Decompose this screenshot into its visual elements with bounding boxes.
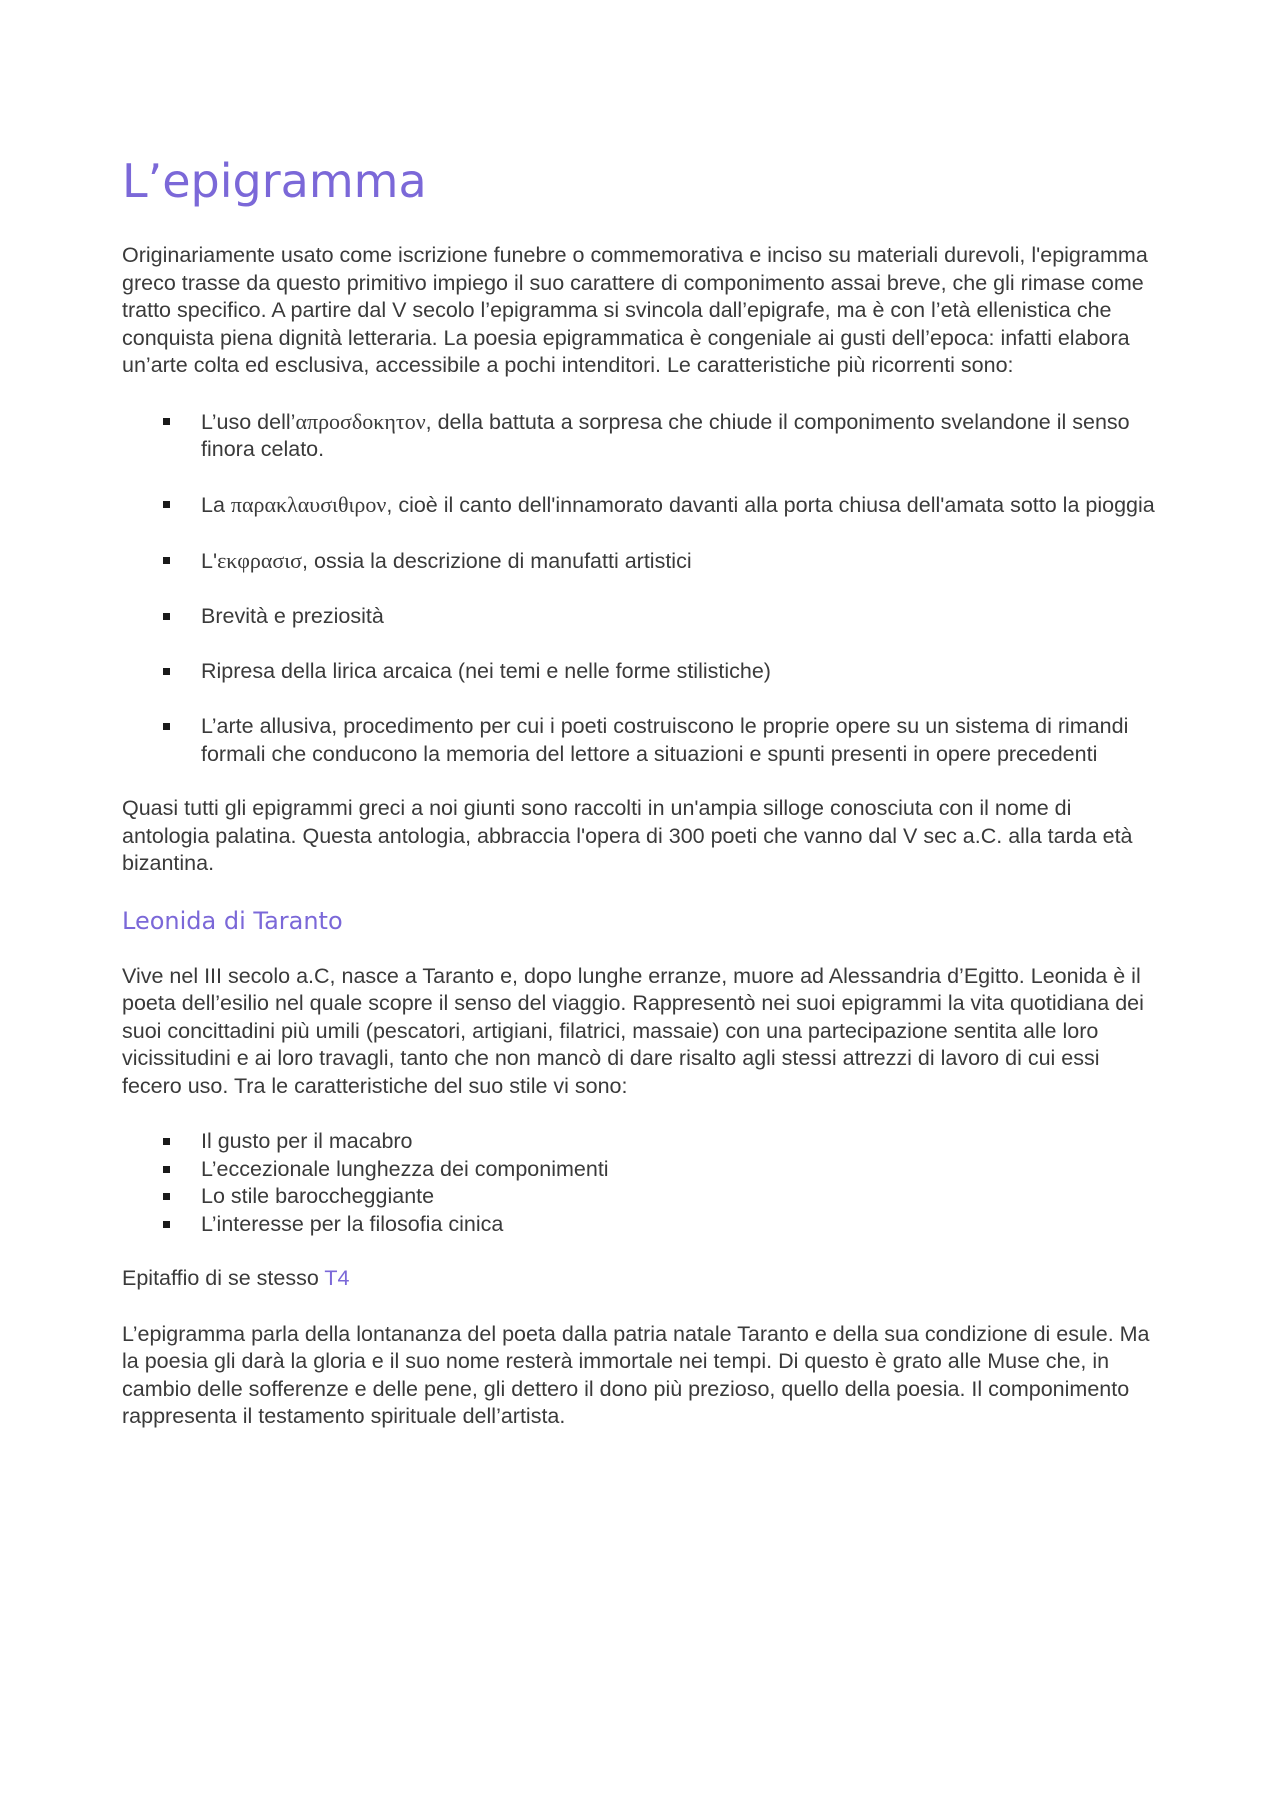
bullet-icon xyxy=(163,723,170,730)
list-item: Ripresa della lirica arcaica (nei temi e nelle forme stilistiche) xyxy=(122,658,1164,686)
bullet-icon xyxy=(163,418,170,425)
bullet-icon xyxy=(163,1166,170,1173)
document-page xyxy=(122,150,1164,1459)
list-item: L’interesse per la filosofia cinica xyxy=(122,1211,1164,1239)
bullet-icon xyxy=(163,501,170,508)
list-item: La παρακλαυσιθιρον, cioè il canto dell'innamorato davanti alla porta chiusa dell'amata sotto la pioggia xyxy=(122,491,1164,520)
features-list xyxy=(122,408,1164,769)
list-item: L’uso dell’απροσδοκητον, della battuta a sorpresa che chiude il componimento svelandone il senso finora celato. xyxy=(122,408,1164,464)
bullet-icon xyxy=(163,1221,170,1228)
epitaph-tag: T4 xyxy=(324,1266,350,1290)
section-heading: Leonida di Taranto xyxy=(122,906,343,935)
list-item: Lo stile baroccheggiante xyxy=(122,1183,1164,1211)
list-item: L’eccezionale lunghezza dei componimenti xyxy=(122,1156,1164,1184)
leonida-paragraph: Vive nel III secolo a.C, nasce a Taranto e, dopo lunghe erranze, muore ad Alessandria d’Egitto. Leonida è il poeta dell’esilio nel quale scopre il senso del viaggio. Rappresentò nei suoi epigrammi la vita quotidiana dei suoi concittadini più umili (pescatori, artigiani, filatrici, massaie) con una partecipazione sentita alle loro vicissitudini e ai loro travagli, tanto che non mancò di dare risalto agli stessi attrezzi di lavoro di cui essi fecero uso. Tra le caratteristiche del suo stile vi sono: xyxy=(122,963,1144,1098)
page-title: L’epigramma xyxy=(122,154,427,208)
list-item: Il gusto per il macabro xyxy=(122,1128,1164,1156)
anthology-paragraph: Quasi tutti gli epigrammi greci a noi giunti sono raccolti in un'ampia silloge conosciuta con il nome di antologia palatina. Questa antologia, abbraccia l'opera di 300 poeti che vanno dal V sec a.C. alla tarda età bizantina. xyxy=(122,796,1133,875)
bullet-icon xyxy=(163,613,170,620)
bullet-icon xyxy=(163,1193,170,1200)
list-item: Brevità e preziosità xyxy=(122,603,1164,631)
bullet-icon xyxy=(163,1138,170,1145)
list-item: L’arte allusiva, procedimento per cui i poeti costruiscono le proprie opere su un sistema di rimandi formali che conducono la memoria del lettore a situazioni e spunti presenti in opere precedenti xyxy=(122,713,1164,768)
epitaph-heading: Epitaffio di se stesso T4 xyxy=(122,1266,350,1290)
list-item: L'εκφρασισ, ossia la descrizione di manufatti artistici xyxy=(122,547,1164,576)
epitaph-paragraph: L’epigramma parla della lontananza del poeta dalla patria natale Taranto e della sua condizione di esule. Ma la poesia gli darà la gloria e il suo nome resterà immortale nei tempi. Di questo è grato alle Muse che, in cambio delle sofferenze e delle pene, gli dettero il dono più prezioso, quello della poesia. Il componimento rappresenta il testamento spirituale dell’artista. xyxy=(122,1321,1150,1428)
bullet-icon xyxy=(163,668,170,675)
style-traits-list xyxy=(122,1128,1164,1238)
intro-paragraph: Originariamente usato come iscrizione funebre o commemorativa e inciso su materiali durevoli, l'epigramma greco trasse da questo primitivo impiego il suo carattere di componimento assai breve, che gli rimase come tratto specifico. A partire dal V secolo l’epigramma si svincola dall’epigrafe, ma è con l’età ellenistica che conquista piena dignità letteraria. La poesia epigrammatica è congeniale ai gusti dell’epoca: infatti elabora un’arte colta ed esclusiva, accessibile a pochi intenditori. Le caratteristiche più ricorrenti sono: xyxy=(122,243,1148,377)
bullet-icon xyxy=(163,557,170,564)
